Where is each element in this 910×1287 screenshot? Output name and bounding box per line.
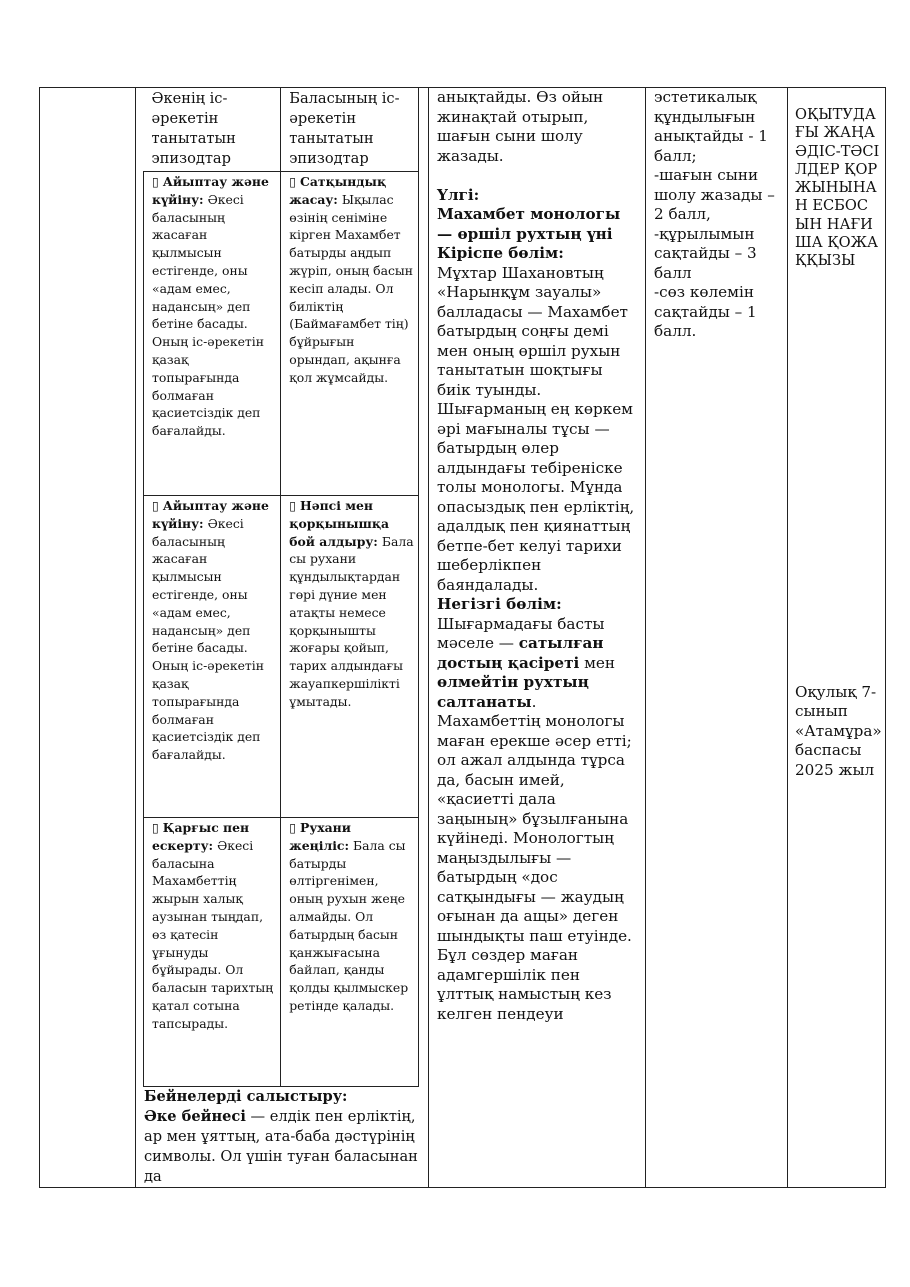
episode-text: Бала сы рухани құндылықтардан гөрі дүние мен атақты немесе қорқынышты жоғары қойып, тарих алдындағы жауапкершілікті ұмытады.: [289, 533, 414, 709]
resources-cell: [788, 88, 886, 1188]
main-text-post: . Махамбеттің монологы маған ерекше әсер етті; ол ажал алдында тұрса да, басын имей, «қасиетті дала заңының» бұзылғанына күйінеді. Монологтың маңыздылығы — батырдың «дос сатқындығы — жаудың оғынан да ащы» деген шындықты паш етуінде. Бұл сөздер маған адамгершілік пен ұлттық намыстың кез келген пендеуи: [437, 692, 632, 1023]
main-bold-2: өлмейтін рухтың салтанаты: [437, 673, 589, 711]
episode-heading: Рухани жеңіліс:: [289, 820, 351, 853]
review-cell: [429, 88, 646, 1188]
comparison-block: [136, 1087, 428, 1187]
son-episode: [281, 818, 419, 1087]
main-text-pre: Шығармадағы басты мәселе —: [437, 614, 605, 652]
bullet-icon: ▯: [289, 498, 300, 513]
episode-heading: Қарғыс пен ескерту:: [152, 820, 250, 853]
empty-cell: [40, 88, 136, 1188]
textbook-source: Оқулық 7-сынып «Атамұра» баспасы 2025 жыл: [795, 682, 882, 779]
intro-label: Кіріспе бөлім:: [437, 244, 564, 262]
criteria-text: [646, 88, 787, 342]
criteria-line: -сөз көлемін сақтайды – 1 балл.: [654, 283, 757, 340]
episodes-header-row: [144, 88, 419, 172]
episode-row: [144, 818, 419, 1087]
bullet-icon: ▯: [152, 498, 163, 513]
father-image-text: — елдік пен ерліктің, ар мен ұяттың, ата-баба дәстүрінің символы. Ол үшін туған баласынан да: [144, 1108, 418, 1185]
son-episode: [281, 172, 419, 496]
bullet-icon: ▯: [289, 174, 300, 189]
episodes-table: [143, 88, 419, 1087]
criteria-line: -шағын сыни шолу жазады – 2 балл,: [654, 166, 775, 223]
comparison-heading: Бейнелерді салыстыру:: [144, 1088, 348, 1105]
review-text: [429, 88, 645, 1024]
lesson-row: [40, 88, 886, 1188]
criteria-line: -құрылымын сақтайды – 3 балл: [654, 224, 757, 282]
episode-heading: Айыптау және күйіну:: [152, 498, 269, 531]
father-episode: [144, 818, 281, 1087]
episode-text: Бала сы батырды өлтіргенімен, оның рухын жеңе алмайды. Ол батырдың басын қанжығасына байлап, қанды қолды қылмыскер ретінде қалады.: [289, 837, 409, 1013]
criteria-line: эстетикалық құндылығын анықтайды - 1 балл;: [654, 88, 768, 165]
episode-text: Әкесі баласының жасаған қылмысын естігенде, оны «адам емес, надансың» деп бетіне басады. Оның іс-әрекетін қазақ топырағында болмаған қасиетсіздік деп бағалайды.: [152, 515, 264, 763]
episode-text: Әкесі баласының жасаған қылмысын естігенде, оны «адам емес, надансың» деп бетіне басады. Оның іс-әрекетін қазақ топырағында болмаған қасиетсіздік деп бағалайды.: [152, 191, 264, 439]
main-label: Негізгі бөлім:: [437, 595, 562, 613]
episode-text: Әкесі баласына Махамбеттің жырын халық аузынан тыңдап, өз қатесін ұғынуды бұйырады. Ол баласын тарихтың қатал сотына тапсырады.: [152, 837, 274, 1031]
bullet-icon: ▯: [152, 174, 163, 189]
father-header: Әкенің іс-әрекетін танытатын эпизодтар: [144, 88, 281, 172]
episode-text: Ықылас өзінің сеніміне кірген Махамбет батырды аңдып жүріп, оның басын кесіп алады. Ол биліктің (Баймағамбет тің) бұйрығын орындап, ақынға қол жұмсайды.: [289, 191, 414, 385]
bullet-icon: ▯: [289, 820, 300, 835]
episode-heading: Нәпсі мен қорқынышқа бой алдыру:: [289, 498, 390, 549]
main-text-mid: мен: [579, 653, 616, 672]
main-text: [437, 615, 639, 1025]
criteria-cell: [646, 88, 788, 1188]
intro-text: Мұхтар Шахановтың «Нарынқұм зауалы» балладасы — Махамбет батырдың соңғы демі мен оның өршіл рухын танытатын шоқтығы биік туынды. Шығарманың ең көркем әрі мағыналы тұсы — батырдың өлер алдындағы тебіреніске толы монологы. Мұнда опасыздық пен ерліктің, адалдық пен қиянаттың бетпе-бет келуі тарихи шеберлікпен баяндалады.: [437, 263, 635, 594]
sample-label: Үлгі:: [437, 185, 480, 204]
comparison-text: [144, 1107, 422, 1187]
episode-row: [144, 172, 419, 496]
son-header: Баласының іс-әрекетін танытатын эпизодтар: [281, 88, 419, 172]
method-source: ОҚЫТУДАҒЫ ЖАҢА ӘДІС-ТӘСІЛДЕР ҚОРЖЫНЫНАН ЕСБОСЫН НАҒИША ҚОЖАҚҚЫЗЫ: [795, 106, 880, 270]
father-episode: [144, 172, 281, 496]
bullet-icon: ▯: [152, 820, 163, 835]
lesson-table: [39, 87, 886, 1188]
main-bold-1: сатылған достың қасіреті: [437, 634, 604, 672]
sample-title: Махамбет монологы — өршіл рухтың үні: [437, 205, 621, 243]
episode-heading: Сатқындық жасау:: [289, 174, 387, 207]
episode-heading: Айыптау және күйіну:: [152, 174, 269, 207]
episode-row: [144, 496, 419, 818]
review-intro: анықтайды. Өз ойын жинақтай отырып, шағын сыни шолу жазады.: [437, 88, 604, 165]
son-episode: [281, 496, 419, 818]
father-image-label: Әке бейнесі: [144, 1108, 246, 1125]
father-episode: [144, 496, 281, 818]
episodes-cell: [136, 88, 429, 1188]
